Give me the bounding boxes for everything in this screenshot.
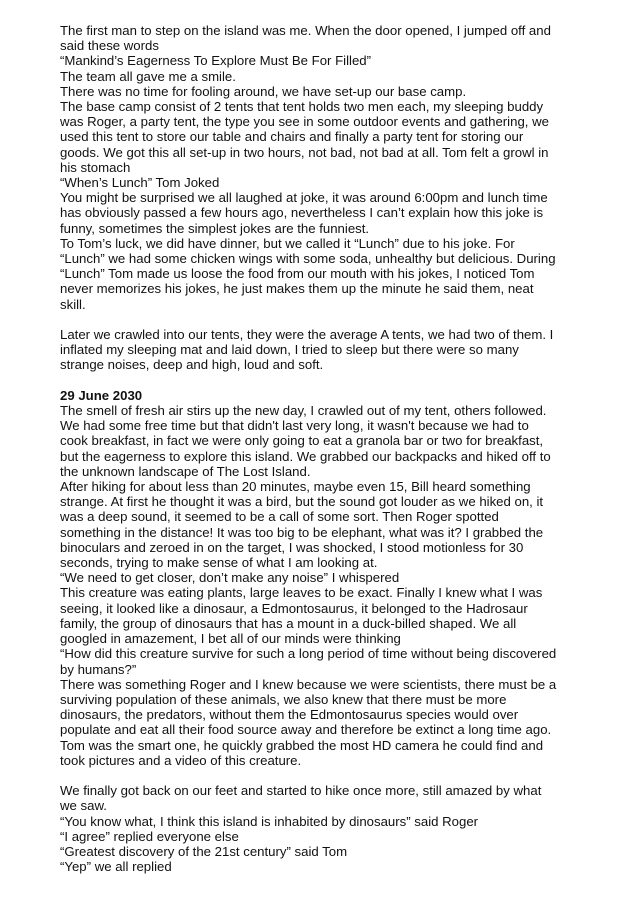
body-text-line: his stomach: [60, 159, 131, 175]
body-text-line: There was something Roger and I knew because we were scientists, there must be a: [60, 676, 557, 692]
body-text-line: Later we crawled into our tents, they were the average A tents, we had two of them. I: [60, 327, 554, 343]
body-text-line: strange. At first he thought it was a bird, but the sound got louder as we hiked on, it: [60, 494, 544, 510]
body-text-line: family, the group of dinosaurs that has a mount in a duck-billed shaped. We all: [60, 615, 517, 631]
body-text-line: We had some free time but that didn't last very long, it wasn't because we had to: [60, 418, 529, 434]
body-text-line: surviving population of these animals, we also knew that there must be more: [60, 691, 507, 707]
body-text-line: The team all gave me a smile.: [60, 68, 236, 84]
body-text-line: seconds, trying to make sense of what I am looking at.: [60, 555, 378, 571]
body-text-line: dinosaurs, the predators, without them the Edmontosaurus species would over: [60, 707, 519, 723]
body-text-line: There was no time for fooling around, we have set-up our base camp.: [60, 83, 467, 99]
body-text-line: googled in amazement, I bet all of our minds were thinking: [60, 631, 401, 647]
body-text-line: “Yep” we all replied: [60, 859, 172, 875]
body-text-line: we saw.: [60, 798, 107, 814]
body-text-line: by humans?”: [60, 661, 137, 677]
body-text-line: inflated my sleeping mat and laid down, I tried to sleep but there were so many: [60, 342, 519, 358]
body-text-line: The first man to step on the island was me. When the door opened, I jumped off and: [60, 23, 551, 38]
document-page: [60, 23, 558, 874]
body-text-line: To Tom’s luck, we did have dinner, but we called it “Lunch” due to his joke. For: [60, 235, 515, 251]
body-text-line: “Mankind’s Eagerness To Explore Must Be For Filled”: [60, 53, 372, 69]
paragraph-gap: [60, 312, 558, 327]
section-date-heading: 29 June 2030: [60, 387, 143, 403]
body-text-line: funny, sometimes the simplest jokes are the funniest.: [60, 220, 370, 236]
body-text-line: “How did this creature survive for such a long period of time without being discovered: [60, 646, 557, 662]
body-text-line: was Roger, a party tent, the type you see in some outdoor events and gathering, we: [60, 114, 549, 130]
body-text-line: goods. We got this all set-up in two hours, not bad, not bad at all. Tom felt a growl in: [60, 144, 549, 160]
body-text-line: The base camp consist of 2 tents that tent holds two men each, my sleeping buddy: [60, 99, 544, 115]
body-text-line: skill.: [60, 296, 86, 312]
body-text-line: After hiking for about less than 20 minutes, maybe even 15, Bill heard something: [60, 479, 531, 495]
body-text-line: binoculars and zeroed in on the target, I was shocked, I stood motionless for 30: [60, 539, 524, 555]
body-text-line: used this tent to store our table and chairs and finally a party tent for storing our: [60, 129, 524, 145]
paragraph-gap: [60, 373, 558, 388]
body-text-line: took pictures and a video of this creature.: [60, 752, 302, 768]
body-text-line: said these words: [60, 38, 159, 54]
body-text-line: but the eagerness to explore this island. We grabbed our backpacks and hiked off to: [60, 448, 551, 464]
body-text-line: populate and eat all their food source away and therefore be extinct a long time ago.: [60, 722, 552, 738]
body-text-line: Tom was the smart one, he quickly grabbed the most HD camera he could find and: [60, 737, 544, 753]
body-text-line: “We need to get closer, don’t make any noise” I whispered: [60, 570, 400, 586]
body-text-line: We finally got back on our feet and started to hike once more, still amazed by what: [60, 783, 542, 799]
body-text-line: something in the distance! It was too big to be elephant, what was it? I grabbed the: [60, 524, 544, 540]
body-text-line: strange noises, deep and high, loud and soft.: [60, 357, 324, 373]
body-text-line: has obviously passed a few hours ago, nevertheless I can’t explain how this joke is: [60, 205, 544, 221]
body-text-line: You might be surprised we all laughed at joke, it was around 6:00pm and lunch time: [60, 190, 548, 206]
body-text-line: “I agree” replied everyone else: [60, 828, 239, 844]
body-text-line: seeing, it looked like a dinosaur, a Edmontosaurus, it belonged to the Hadrosaur: [60, 600, 528, 616]
body-text-line: “You know what, I think this island is inhabited by dinosaurs” said Roger: [60, 813, 479, 829]
body-text-line: “Greatest discovery of the 21st century” said Tom: [60, 843, 348, 859]
body-text-line: never memorizes his jokes, he just makes them up the minute he said them, neat: [60, 281, 534, 297]
body-text-line: “When’s Lunch” Tom Joked: [60, 175, 220, 191]
body-text-line: “Lunch” we had some chicken wings with some soda, unhealthy but delicious. During: [60, 251, 556, 267]
body-text-line: The smell of fresh air stirs up the new day, I crawled out of my tent, others followed.: [60, 403, 547, 419]
body-text-line: the unknown landscape of The Lost Island.: [60, 463, 311, 479]
paragraph-gap: [60, 768, 558, 783]
body-text-line: cook breakfast, in fact we were only going to eat a granola bar or two for breakfast,: [60, 433, 544, 449]
body-text-line: was a deep sound, it seemed to be a call of some sort. Then Roger spotted: [60, 509, 499, 525]
body-text-line: “Lunch” Tom made us loose the food from our mouth with his jokes, I noticed Tom: [60, 266, 535, 282]
body-text-line: This creature was eating plants, large leaves to be exact. Finally I knew what I was: [60, 585, 543, 601]
